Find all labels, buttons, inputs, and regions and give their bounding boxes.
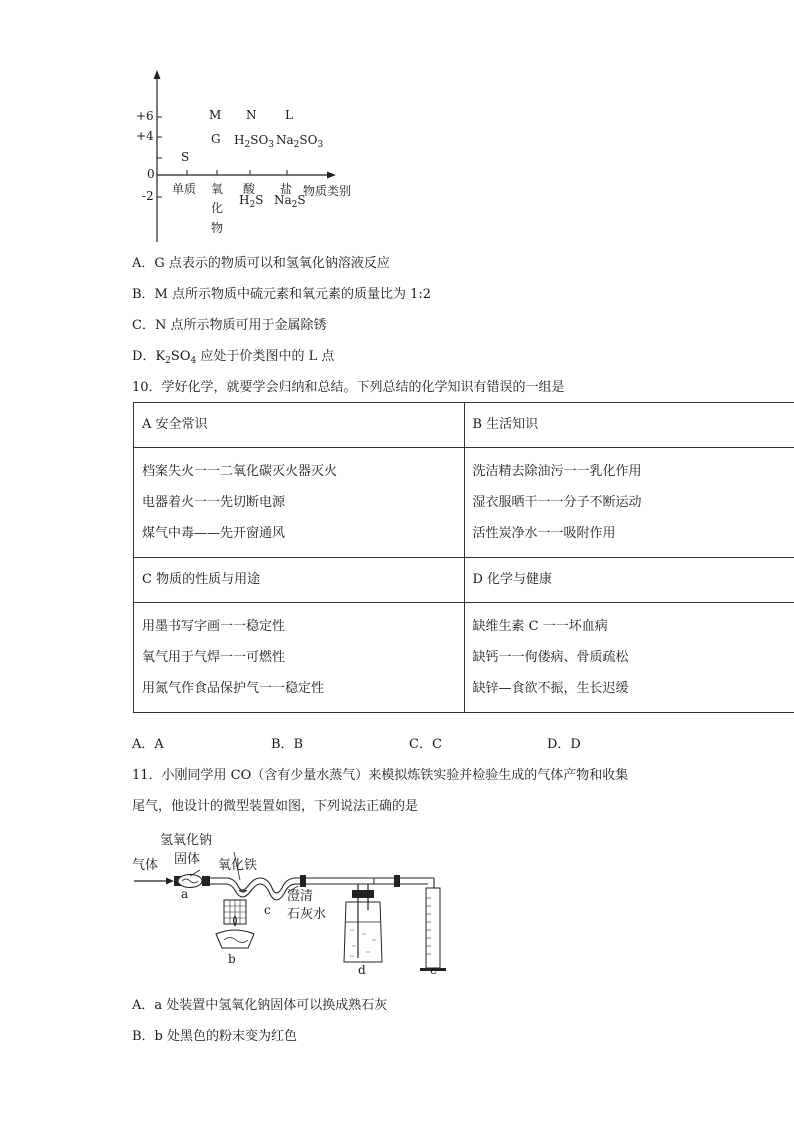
table-line: 氧气用于气焊一一可燃性 — [142, 650, 286, 665]
q9-option-d: D．$K_2SO_4$ 应处于价类图中的 L 点 — [132, 349, 335, 366]
y-tick-label: +4 — [136, 129, 154, 143]
point-label-g: G — [211, 132, 221, 146]
q10-option-c: C．C — [409, 737, 442, 752]
x-category-label: 盐 — [280, 182, 293, 196]
table-line: 活性炭净水一一吸附作用 — [472, 526, 616, 541]
table-line: 用墨书写字画一一稳定性 — [142, 619, 286, 634]
label-d: d — [358, 963, 366, 977]
q11-stem-line1: 11．小刚同学用 CO（含有少量水蒸气）来模拟炼铁实验并检验生成的气体产物和收集 — [132, 768, 629, 783]
table-line: 用氮气作食品保护气一一稳定性 — [142, 681, 325, 696]
point-label-m: M — [209, 108, 222, 122]
q10-option-a: A．A — [132, 737, 164, 752]
q10-knowledge-table — [133, 402, 794, 713]
label-naoh-solid: 固体 — [174, 852, 201, 867]
x-category-label: 单质 — [172, 182, 197, 196]
y-axis-arrow-icon — [154, 70, 161, 79]
q10-stem: 10．学好化学，就要学会归纳和总结。下列总结的化学知识有错误的一组是 — [132, 380, 565, 395]
x-axis-title: 物质类别 — [303, 184, 352, 198]
label-limewater: 澄清 — [287, 889, 314, 904]
label-b: b — [228, 952, 236, 966]
label-limewater-2: 石灰水 — [287, 907, 327, 922]
table-cell-a — [134, 448, 465, 558]
table-header-a: A 安全常识 — [134, 403, 465, 448]
x-category-label: 物 — [211, 221, 224, 235]
table-line: 缺钙一一佝偻病、骨质疏松 — [472, 650, 629, 665]
table-line: 洗洁精去除油污一一乳化作用 — [472, 464, 642, 479]
point-label-s: S — [181, 150, 190, 164]
point-label-na2so3: $Na_2SO_3$ — [276, 133, 324, 150]
table-header-d: D 化学与健康 — [464, 558, 794, 603]
label-c: c — [264, 903, 271, 917]
q10-option-b: B．B — [271, 737, 304, 752]
y-tick-label: +6 — [136, 109, 154, 123]
table-cell-c — [134, 603, 465, 713]
tube-stopper — [202, 876, 210, 886]
point-label-h2s: $H_2S$ — [239, 193, 264, 210]
x-category-label: 化 — [211, 201, 224, 215]
valence-chart — [130, 66, 370, 246]
table-cell-b — [464, 448, 794, 558]
label-a: a — [181, 887, 189, 901]
point-label-h2so3: $H_2SO_3$ — [234, 133, 275, 150]
q9-option-c: C．N 点所示物质可用于金属除锈 — [132, 318, 327, 333]
q10-option-d: D．D — [547, 737, 581, 752]
q11-stem-line2: 尾气，他设计的微型装置如图，下列说法正确的是 — [132, 799, 419, 814]
table-header-b: B 生活知识 — [464, 403, 794, 448]
table-cell-d — [464, 603, 794, 713]
table-line: 煤气中毒——先开窗通风 — [142, 526, 286, 541]
q9-option-b: B．M 点所示物质中硫元素和氧元素的质量比为 1:2 — [132, 287, 432, 302]
q11-option-b: B．b 处黑色的粉末变为红色 — [132, 1029, 298, 1044]
point-label-n: N — [246, 108, 257, 122]
point-label-l: L — [285, 108, 293, 122]
label-fe2o3: 氧化铁 — [218, 858, 258, 873]
y-tick-label: 0 — [147, 167, 155, 181]
x-category-label: 氧 — [211, 182, 224, 196]
point-label-na2s: $Na_2S$ — [274, 193, 306, 210]
label-naoh: 氢氧化钠 — [160, 833, 213, 848]
arrow-head-icon — [166, 878, 174, 885]
x-category-label: 酸 — [243, 182, 256, 196]
table-line: 档案失火一一二氧化碳灭火器灭火 — [142, 464, 338, 479]
q9-option-a: A．G 点表示的物质可以和氢氧化钠溶液反应 — [132, 256, 390, 271]
x-axis-arrow-icon — [327, 172, 336, 179]
graduated-cylinder-e — [426, 888, 440, 968]
table-header-c: C 物质的性质与用途 — [134, 558, 465, 603]
gas-bottle-d — [344, 902, 382, 962]
table-line: 湿衣服晒干一一分子不断运动 — [472, 495, 642, 510]
label-e: e — [430, 963, 438, 977]
q11-option-a: A．a 处装置中氢氧化钠固体可以换成熟石灰 — [132, 998, 388, 1013]
table-line: 缺维生素 C 一一坏血病 — [472, 619, 608, 634]
label-gas: 气体 — [132, 858, 159, 873]
table-line: 电器着火一一先切断电源 — [142, 495, 286, 510]
table-line: 缺锌—食欲不振，生长迟缓 — [472, 681, 629, 696]
y-tick-label: -2 — [142, 189, 154, 203]
